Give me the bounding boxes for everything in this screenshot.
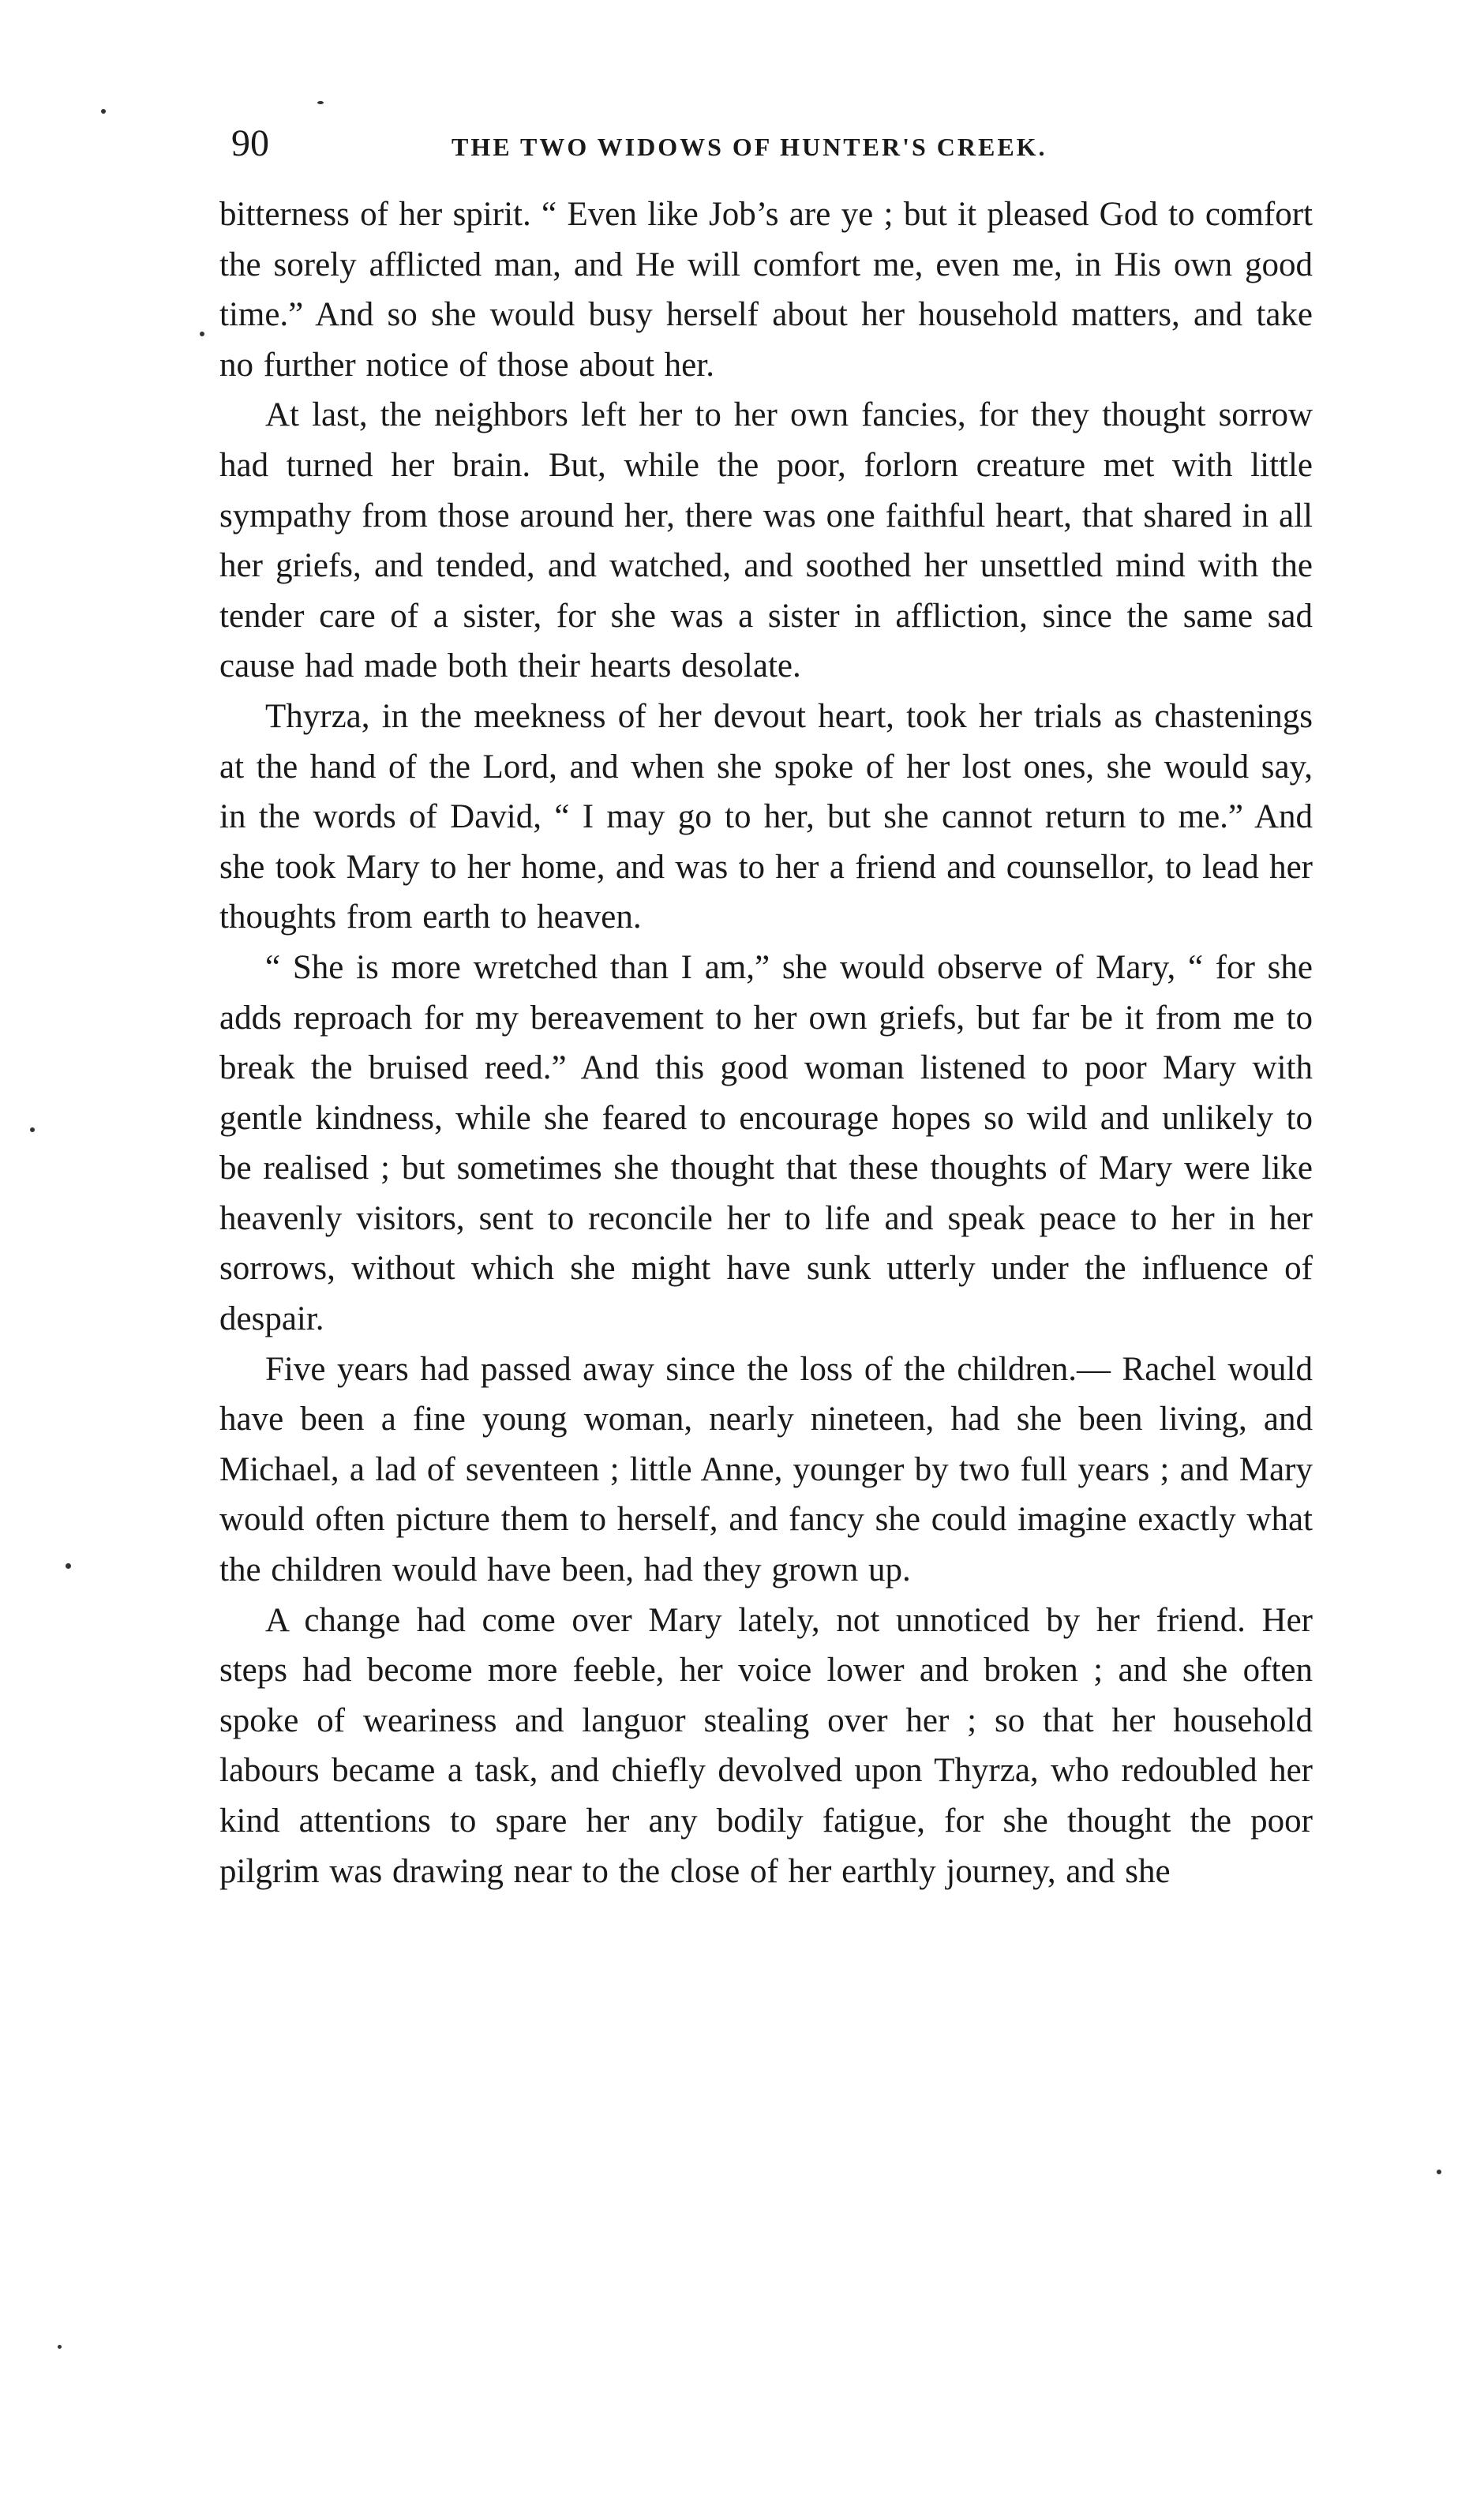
- scan-speck: [1437, 2170, 1441, 2174]
- paragraph: Thyrza, in the meekness of her devout heart, took her trials as chastenings at the hand of the Lord, and when she spoke of her lost ones, she would say, in the words of David, “ I may go to her, but she cannot return to me.” And she took Mary to her home, and was to her a friend and counsellor, to lead her thoughts from earth to heaven.: [219, 697, 1313, 936]
- paragraph: “ She is more wretched than I am,” she would observe of Mary, “ for she adds reproach for my bereavement to her own griefs, but far be it from me to break the bruised reed.” And this good woman listened to poor Mary with gentle kindness, while she feared to encourage hopes so wild and unlikely to be realised ; but sometimes she thought that these thoughts of Mary were like heavenly visitors, sent to reconcile her to life and speak peace to her in her sorrows, without which she might have sunk utterly under the influence of despair.: [219, 948, 1313, 1338]
- paragraph: Five years had passed away since the loss of the children.— Rachel would have been a fine young woman, nearly nineteen, had she been living, and Michael, a lad of seventeen ; little Anne, younger by two full years ; and Mary would often picture them to herself, and fancy she could imagine exactly what the children would have been, had they grown up.: [219, 1350, 1313, 1589]
- scan-speck: [101, 109, 106, 114]
- body-text: [219, 189, 1313, 1896]
- scan-speck: [66, 1563, 71, 1569]
- scan-speck: [317, 101, 324, 104]
- page-number: 90: [231, 122, 269, 164]
- scan-speck: [30, 1127, 35, 1132]
- paragraph: bitterness of her spirit. “ Even like Job’s are ye ; but it pleased God to comfort the sorely afflicted man, and He will comfort me, even me, in His own good time.” And so she would busy herself about her household matters, and take no further notice of those about her.: [219, 196, 1313, 384]
- paragraph: A change had come over Mary lately, not unnoticed by her friend. Her steps had become more feeble, her voice lower and broken ; and she often spoke of weariness and languor stealing over her ; so that her household labours became a task, and chiefly devolved upon Thyrza, who redoubled her kind attentions to spare her any bodily fatigue, for she thought the poor pilgrim was drawing near to the close of her earthly journey, and she: [219, 1601, 1313, 1890]
- paragraph: At last, the neighbors left her to her own fancies, for they thought sorrow had turned her brain. But, while the poor, forlorn creature met with little sympathy from those around her, there was one faithful heart, that shared in all her griefs, and tended, and watched, and soothed her unsettled mind with the tender care of a sister, for she was a sister in affliction, since the same sad cause had made both their hearts desolate.: [219, 396, 1313, 685]
- scan-speck: [200, 332, 204, 336]
- scan-speck: [58, 2345, 62, 2349]
- running-head: THE TWO WIDOWS OF HUNTER'S CREEK.: [452, 133, 1047, 161]
